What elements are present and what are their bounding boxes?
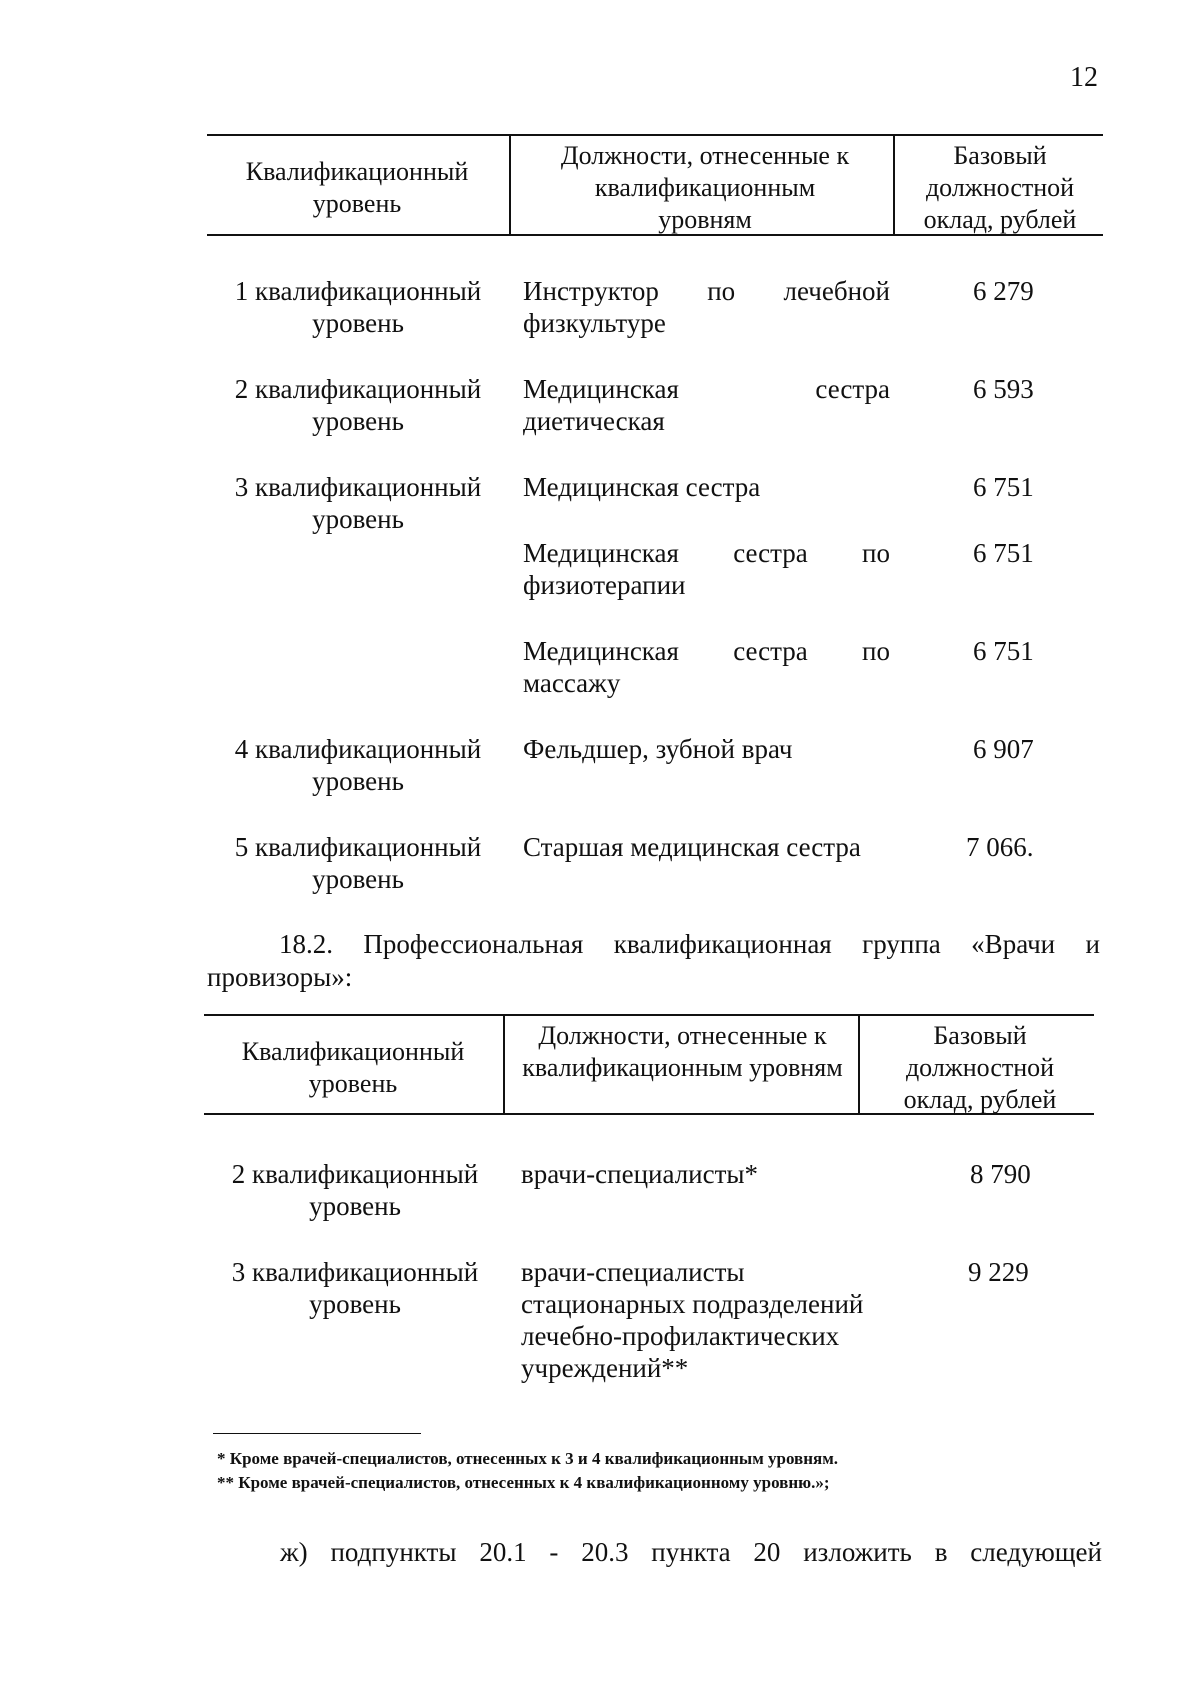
table-1-row-1-level: 1 квалификационный уровень [234, 276, 482, 338]
closing-paragraph: ж) подпункты 20.1 - 20.3 пункта 20 изложить в следующей [280, 1537, 1102, 1567]
page-number: 12 [1070, 62, 1098, 93]
table-2-row-1-salary: 8 790 [970, 1159, 1031, 1189]
footnote-separator [213, 1433, 421, 1434]
table-1-row-1-position: Инструктор по лечебной физкультуре [523, 276, 890, 338]
table-2-row-2-position [521, 1256, 866, 1384]
table-2-top-rule [204, 1014, 1094, 1016]
table-1-row-2-level: 2 квалификационный уровень [234, 374, 482, 436]
table-2-row-1-level: 2 квалификационный уровень [231, 1159, 479, 1221]
table-1-row-4-position: Фельдшер, зубной врач [523, 734, 793, 764]
section-18-2-heading: 18.2. Профессиональная квалификационная группа «Врачи и провизоры»: [207, 929, 1100, 992]
table-2-row-2-salary: 9 229 [968, 1257, 1029, 1287]
footnote-1: * Кроме врачей-специалистов, отнесенных к 3 и 4 квалификационным уровням. [217, 1449, 839, 1468]
table-1-row-4-salary: 6 907 [973, 734, 1034, 764]
header-positions: Должности, отнесенные к квалификационным уровням [560, 141, 850, 234]
table-2-row-2-level: 3 квалификационный уровень [231, 1257, 479, 1319]
table-2-row-2-position-text: врачи-специалисты стационарных подразделений лечебно-профилактических учреждений** [521, 1257, 864, 1383]
header-level: Квалификационный уровень [241, 1037, 465, 1098]
header-salary: Базовый должностной оклад, рублей [903, 1021, 1057, 1114]
table-1-row-3-salary-1: 6 751 [973, 472, 1034, 502]
table-2-divider [503, 1015, 505, 1113]
table-1-top-rule [207, 134, 1103, 136]
header-salary: Базовый должностной оклад, рублей [923, 141, 1077, 234]
table-1-row-5-salary: 7 066. [966, 832, 1034, 862]
table-1-row-4-level: 4 квалификационный уровень [234, 734, 482, 796]
table-1-row-5-level: 5 квалификационный уровень [234, 832, 482, 894]
footnote-2: ** Кроме врачей-специалистов, отнесенных к 4 квалификационному уровню.»; [217, 1473, 830, 1492]
table-2-row-1-position: врачи-специалисты* [521, 1159, 759, 1189]
table-1-row-2-salary: 6 593 [973, 374, 1034, 404]
table-1-row-2-position: Медицинская сестра диетическая [523, 374, 890, 436]
table-1-row-3-level: 3 квалификационный уровень [234, 472, 482, 534]
table-1-row-3-position-1: Медицинская сестра [523, 472, 761, 502]
table-1-divider [509, 135, 511, 235]
table-2-divider [858, 1015, 860, 1113]
table-1-row-3-position-2: Медицинская сестра по физиотерапии [523, 538, 890, 600]
table-1-row-3-salary-3: 6 751 [973, 636, 1034, 666]
table-1-row-3-position-3: Медицинская сестра по массажу [523, 636, 890, 698]
table-1-row-1-salary: 6 279 [973, 276, 1034, 306]
table-1-row-5-position: Старшая медицинская сестра [523, 832, 861, 862]
table-1-row-3-salary-2: 6 751 [973, 538, 1034, 568]
header-positions: Должности, отнесенные к квалификационным уровням [522, 1021, 843, 1082]
header-level: Квалификационный уровень [245, 157, 469, 218]
table-1-divider [893, 135, 895, 235]
